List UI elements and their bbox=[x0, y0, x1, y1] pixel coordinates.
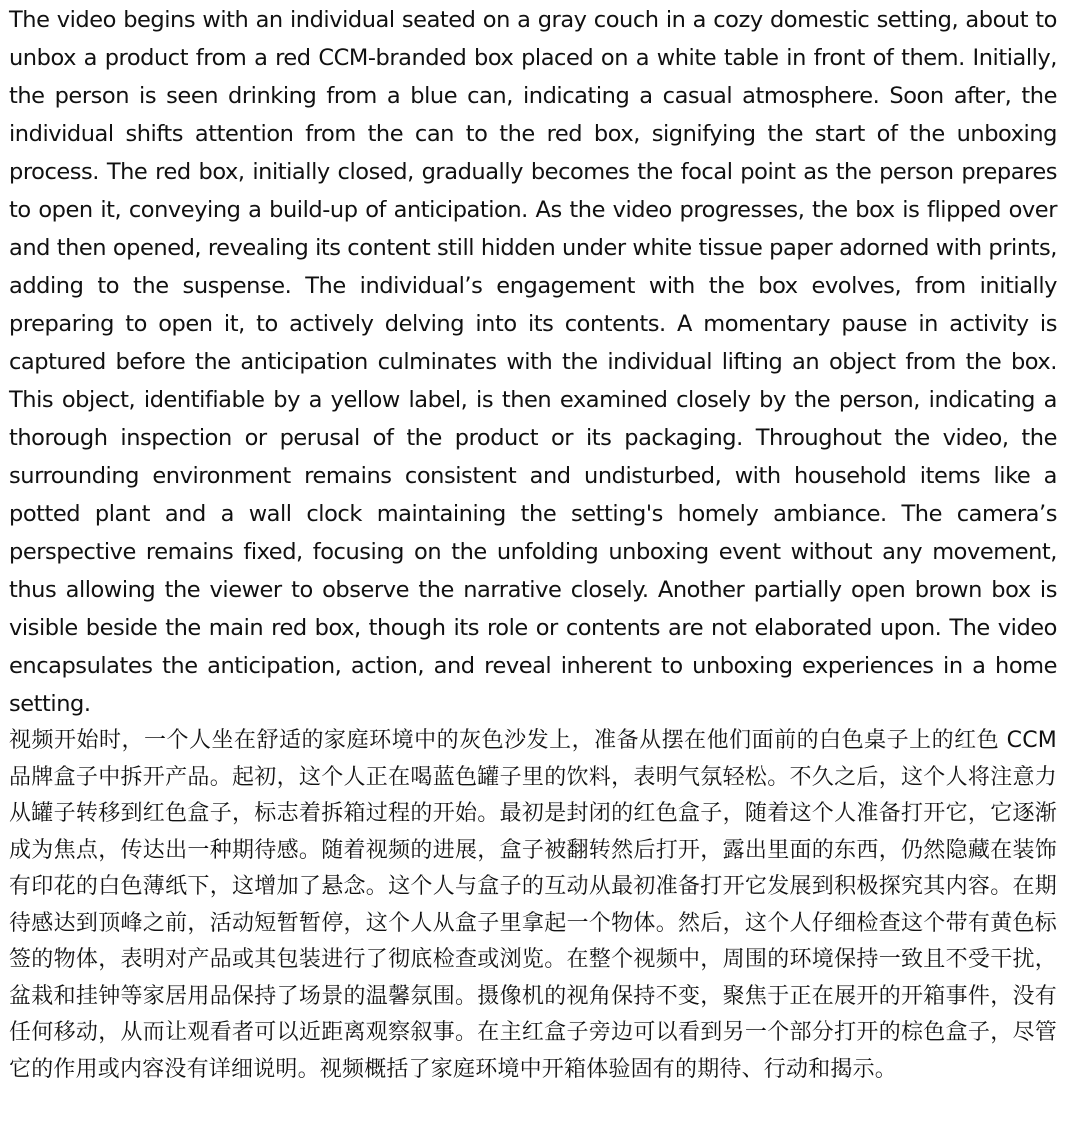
english-description-paragraph: The video begins with an individual seated on a gray couch in a cozy domestic setting, about to unbox a product from a red CCM-branded box placed on a white table in front of them. Initially, the person is seen drinking from a blue can, indicating a casual atmosphere. Soon after, the individual shifts attention from the can to the red box, signifying the start of the unboxing process. The red box, initially closed, gradually becomes the focal point as the person prepares to open it, conveying a build-up of anticipation. As the video progresses, the box is flipped over and then opened, revealing its content still hidden under white tissue paper adorned with prints, adding to the suspense. The individual’s engagement with the box evolves, from initially preparing to open it, to actively delving into its contents. A momentary pause in activity is captured before the anticipation culminates with the individual lifting an object from the box. This object, identifiable by a yellow label, is then examined closely by the person, indicating a thorough inspection or perusal of the product or its packaging. Throughout the video, the surrounding environment remains consistent and undisturbed, with household items like a potted plant and a wall clock maintaining the setting's homely ambiance. The camera’s perspective remains fixed, focusing on the unfolding unboxing event without any movement, thus allowing the viewer to observe the narrative closely. Another partially open brown box is visible beside the main red box, though its role or contents are not elaborated upon. The video encapsulates the anticipation, action, and reveal inherent to unboxing experiences in a home setting. bbox=[9, 7, 1057, 717]
chinese-description-paragraph: 视频开始时，一个人坐在舒适的家庭环境中的灰色沙发上，准备从摆在他们面前的白色桌子上的红色 CCM 品牌盒子中拆开产品。起初，这个人正在喝蓝色罐子里的饮料，表明气氛轻松。不久之后，这个人将注意力从罐子转移到红色盒子，标志着拆箱过程的开始。最初是封闭的红色盒子，随着这个人准备打开它，它逐渐成为焦点，传达出一种期待感。随着视频的进展，盒子被翻转然后打开，露出里面的东西，仍然隐藏在装饰有印花的白色薄纸下，这增加了悬念。这个人与盒子的互动从最初准备打开它发展到积极探究其内容。在期待感达到顶峰之前，活动短暂暂停，这个人从盒子里拿起一个物体。然后，这个人仔细检查这个带有黄色标签的物体，表明对产品或其包装进行了彻底检查或浏览。在整个视频中，周围的环境保持一致且不受干扰，盆栽和挂钟等家居用品保持了场景的温馨氛围。摄像机的视角保持不变，聚焦于正在展开的开箱事件，没有任何移动，从而让观看者可以近距离观察叙事。在主红盒子旁边可以看到另一个部分打开的棕色盒子，尽管它的作用或内容没有详细说明。视频概括了家庭环境中开箱体验固有的期待、行动和揭示。 bbox=[9, 728, 1057, 1082]
document-page bbox=[9, 0, 1057, 1088]
